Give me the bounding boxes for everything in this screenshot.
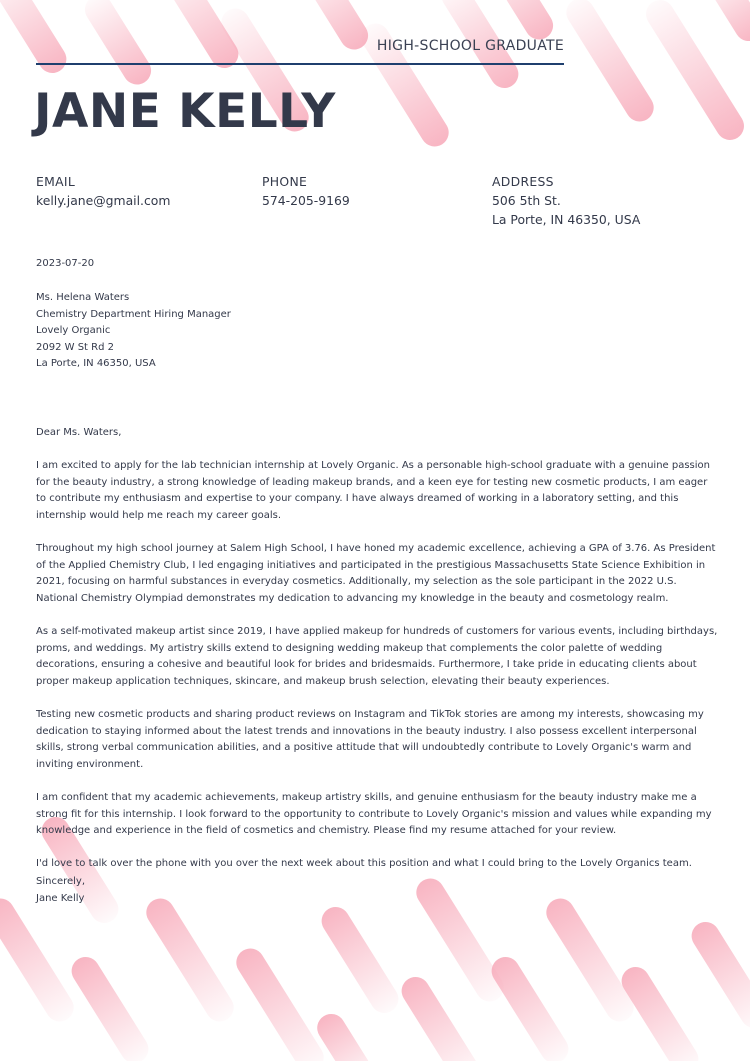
recipient-company: Lovely Organic [36,325,111,337]
header-rule [36,63,564,65]
paragraph: Throughout my high school journey at Salem High School, I have honed my academic excellence, achieving a GPA of 3.76. As President of the Applied Chemistry Club, I led engaging initiatives and participated in the prestigious Massachusetts State Science Exhibition in 2021, focusing on harmful substances in everyday cosmetics. Additionally, my selection as the sole participant in the 2022 U.S. National Chemistry Olympiad demonstrates my dedication to advancing my knowledge in the beauty and cosmetology realm. [36,543,716,604]
paragraph: I am confident that my academic achievements, makeup artistry skills, and genuine enthusiasm for the beauty industry make me a strong fit for this internship. I look forward to the opportunity to contribute to Lovely Organic's mission and values while expanding my knowledge and experience in the field of cosmetics and chemistry. Please find my resume attached for your review. [36,792,712,837]
letter-date: 2023-07-20 [36,258,95,269]
contact-phone [262,172,350,210]
signature: Jane Kelly [36,892,85,904]
address-label: ADDRESS [492,174,554,189]
address-line-1: 506 5th St. [492,193,561,208]
recipient-title: Chemistry Department Hiring Manager [36,308,231,320]
paragraph: As a self-motivated makeup artist since 2019, I have applied makeup for hundreds of customers for various events, including birthdays, proms, and weddings. My artistry skills extend to designing wedding makeup that complements the color palette of wedding decorations, ensuring a cohesive and beautiful look for brides and bridesmaids. Furthermore, I take pride in educating clients about proper makeup application techniques, skincare, and makeup brush selection, elevating their beauty experiences. [36,626,718,687]
recipient-name: Ms. Helena Waters [36,292,130,303]
recipient-city: La Porte, IN 46350, USA [36,358,156,370]
email-value: kelly.jane@gmail.com [36,193,171,208]
paragraph: I am excited to apply for the lab technician internship at Lovely Organic. As a personable high-school graduate with a genuine passion for the beauty industry, a strong knowledge of leading makeup brands, and a keen eye for testing new cosmetic products, I am eager to contribute my enthusiasm and expertise to your company. I have always dreamed of working in a laboratory setting, and this internship would help me reach my career goals. [36,460,710,521]
contact-address [492,172,640,229]
closing-block [36,874,85,907]
email-label: EMAIL [36,174,76,189]
phone-value: 574-205-9169 [262,193,350,208]
letter-body [36,425,718,890]
salutation: Dear Ms. Waters, [36,427,122,438]
applicant-name: JANE KELLY [34,84,336,139]
job-subtitle: HIGH-SCHOOL GRADUATE [376,38,564,54]
recipient-street: 2092 W St Rd 2 [36,341,114,353]
phone-label: PHONE [262,174,308,189]
paragraph: I'd love to talk over the phone with you over the next week about this position and what I could bring to the Lovely Organics team. [36,858,692,870]
contact-email [36,172,170,210]
recipient-block [36,290,231,373]
paragraph: Testing new cosmetic products and sharing product reviews on Instagram and TikTok stories are among my interests, showcasing my dedication to staying informed about the latest trends and innovations in the beauty industry. I also possess excellent interpersonal skills, strong verbal communication abilities, and a positive attitude that will undoubtedly contribute to Lovely Organic's warm and inviting environment. [36,709,704,770]
address-line-2: La Porte, IN 46350, USA [492,212,641,227]
closing: Sincerely, [36,876,86,887]
